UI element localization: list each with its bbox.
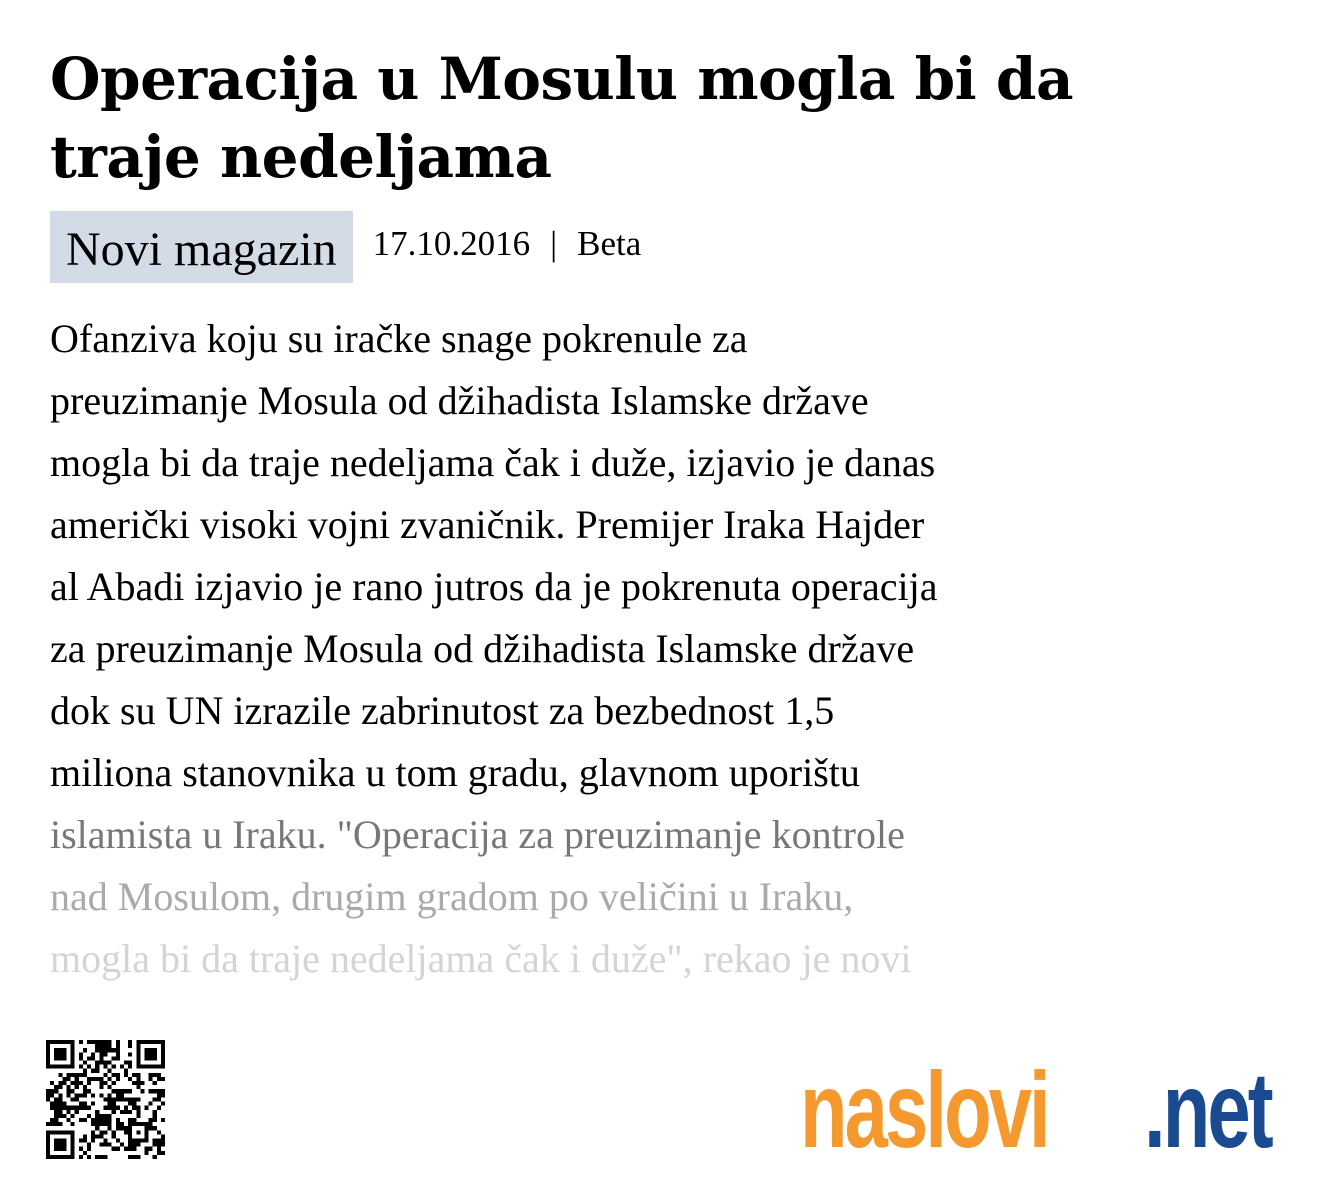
- body-line: mogla bi da traje nedeljama čak i duže", rekao je novi: [50, 936, 912, 981]
- body-line: dok su UN izrazile zabrinutost za bezbednost 1,5: [50, 688, 835, 733]
- logo-naslovi: naslovi: [800, 1049, 1048, 1170]
- article-date: 17.10.2016: [372, 224, 531, 263]
- meta-separator: |: [550, 224, 558, 263]
- body-line: Ofanziva koju su iračke snage pokrenule za: [50, 316, 748, 361]
- body-line: miliona stanovnika u tom gradu, glavnom uporištu: [50, 750, 860, 795]
- article-meta: [50, 211, 641, 283]
- body-line: nad Mosulom, drugim gradom po veličini u Iraku,: [50, 874, 854, 919]
- body-line: preuzimanje Mosula od džihadista Islamske države: [50, 378, 869, 423]
- body-line: mogla bi da traje nedeljama čak i duže, izjavio je danas: [50, 440, 936, 485]
- article-body: [50, 308, 1160, 990]
- body-line: al Abadi izjavio je rano jutros da je pokrenuta operacija: [50, 564, 938, 609]
- article-title: Operacija u Mosulu mogla bi da traje nedeljama: [50, 45, 1074, 191]
- qr-code-icon[interactable]: [46, 1040, 165, 1159]
- article-agency: Beta: [577, 224, 642, 263]
- body-line: za preuzimanje Mosula od džihadista Islamske države: [50, 626, 915, 671]
- body-line: islamista u Iraku. "Operacija za preuzimanje kontrole: [50, 812, 905, 857]
- body-line: američki visoki vojni zvaničnik. Premijer Iraka Hajder: [50, 502, 925, 547]
- source-badge[interactable]: Novi magazin: [50, 211, 353, 283]
- article-byline: [373, 211, 642, 277]
- site-logo[interactable]: [800, 1049, 1320, 1170]
- logo-net: .net: [1144, 1049, 1271, 1170]
